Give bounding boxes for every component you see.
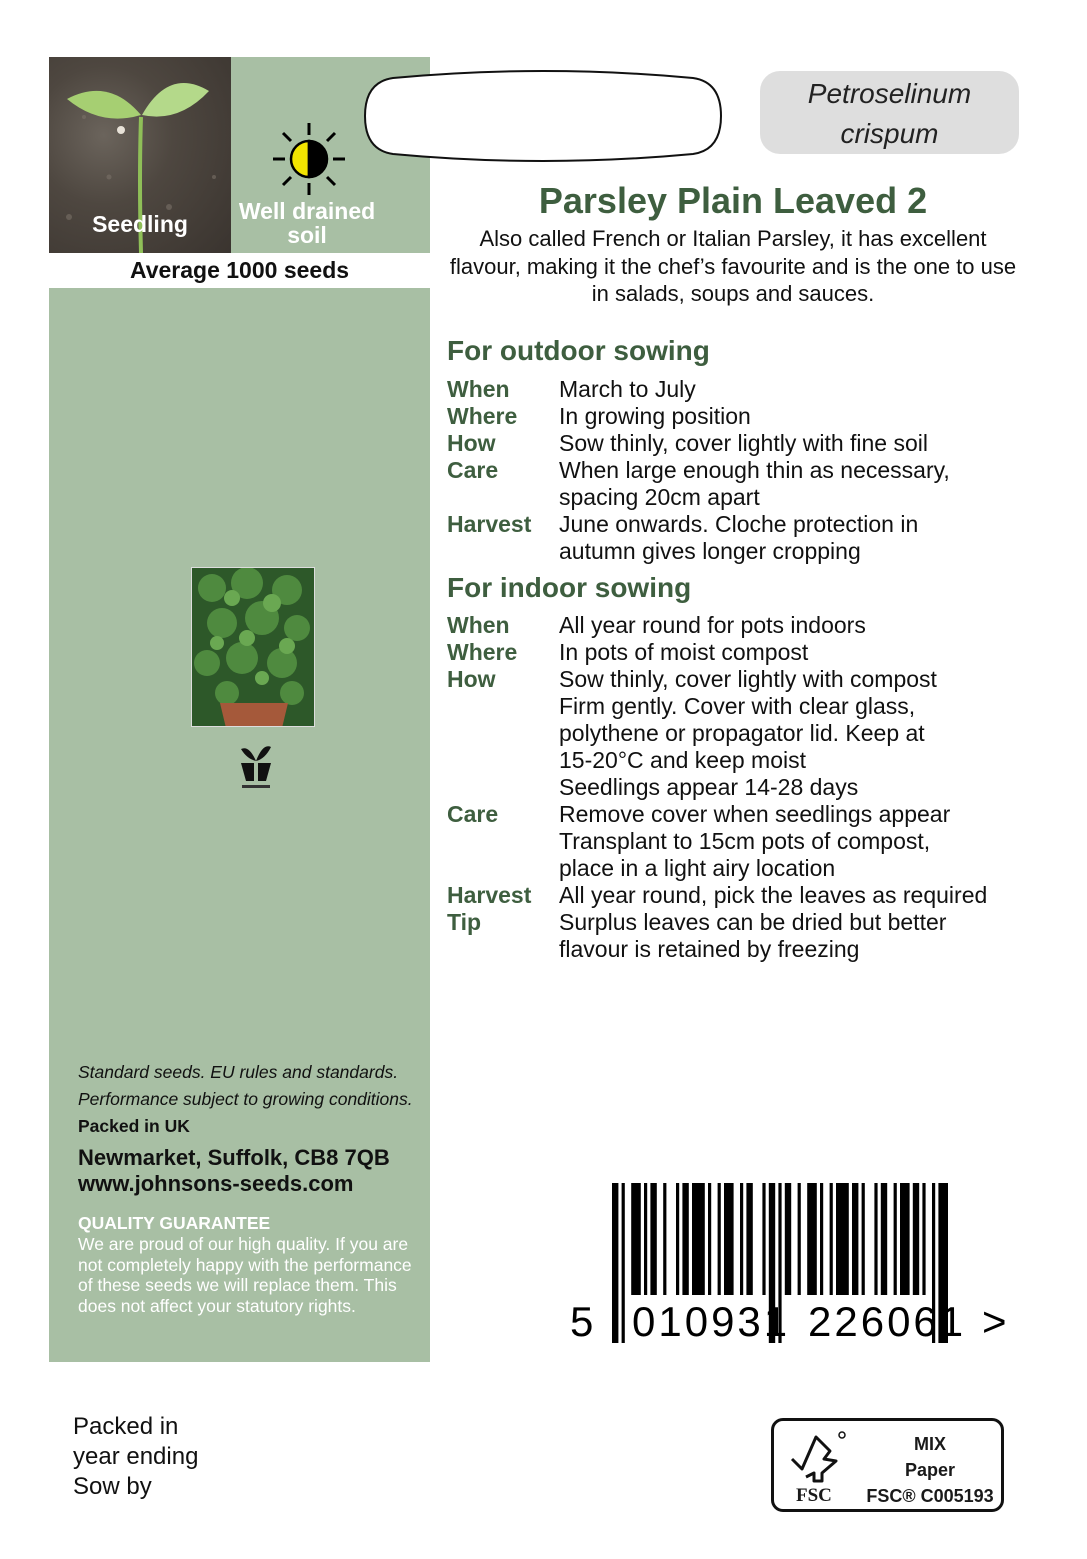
barcode-bar	[724, 1183, 734, 1295]
barcode-digits-right: 226061	[808, 1298, 967, 1345]
barcode-bar	[682, 1183, 688, 1295]
row-key: When	[447, 376, 510, 402]
barcode-bar	[881, 1183, 887, 1295]
address	[78, 1145, 390, 1197]
row-value: March to July	[559, 376, 696, 402]
barcode-digit-prefix: 5	[570, 1298, 594, 1345]
instruction-row	[447, 403, 1047, 430]
row-value: Surplus leaves can be dried but better flavour is retained by freezing	[559, 909, 947, 962]
product-description: Also called French or Italian Parsley, it has excellent flavour, making it the chef’s favourite and is the one to use in salads, soups and sauces.	[449, 226, 1017, 306]
row-value: Sow thinly, cover lightly with compost Firm gently. Cover with clear glass, polythene or propagator lid. Keep at 15-20°C and keep moist Seedlings appear 14-28 days	[559, 666, 937, 800]
blank-label-shape	[363, 70, 723, 162]
row-key: Where	[447, 403, 518, 429]
packed-info	[73, 1412, 198, 1502]
barcode-bar	[836, 1183, 849, 1295]
guarantee-title: QUALITY GUARANTEE	[78, 1213, 271, 1233]
legal-line-2: Performance subject to growing conditions.	[78, 1089, 413, 1109]
year-ending-label: year ending	[73, 1443, 199, 1470]
sow-by-label: Sow by	[73, 1473, 152, 1500]
instruction-row	[447, 612, 1047, 639]
outdoor-title: For outdoor sowing	[447, 335, 710, 366]
website: www.johnsons-seeds.com	[78, 1171, 354, 1196]
row-value: In growing position	[559, 403, 751, 429]
indoor-instructions	[447, 612, 1047, 963]
legal-notes	[78, 1059, 423, 1140]
fsc-paper: Paper	[904, 1460, 956, 1480]
row-key: When	[447, 612, 510, 638]
indoor-title: For indoor sowing	[447, 572, 692, 603]
barcode-bar	[676, 1183, 679, 1295]
barcode-bar	[900, 1183, 910, 1295]
row-key: Care	[447, 457, 499, 483]
instruction-row	[447, 666, 1047, 801]
barcode-bar	[708, 1183, 711, 1295]
seed-count: Average 1000 seeds	[49, 253, 430, 288]
barcode-bar	[650, 1183, 656, 1295]
latin-name-line-2: crispum	[840, 118, 939, 149]
fsc-mix: MIX	[913, 1434, 946, 1454]
row-value: In pots of moist compost	[559, 639, 809, 665]
row-key: Care	[447, 801, 499, 827]
barcode-bar	[913, 1183, 919, 1295]
seedling-label: Seedling	[92, 211, 188, 237]
instruction-row	[447, 376, 1047, 403]
instruction-row	[447, 639, 1047, 666]
fsc-logo-text: FSC	[796, 1485, 832, 1506]
address-line-1: Newmarket, Suffolk, CB8 7QB	[78, 1145, 390, 1170]
fsc-badge	[771, 1418, 1004, 1512]
barcode-bar	[852, 1183, 858, 1295]
row-key: Where	[447, 639, 518, 665]
instruction-row	[447, 801, 1047, 882]
packed-in-label: Packed in	[73, 1413, 179, 1440]
part-sun-icon	[271, 121, 347, 197]
barcode-bar	[644, 1183, 647, 1295]
packed-in-uk: Packed in UK	[78, 1116, 190, 1136]
barcode-bar	[740, 1183, 743, 1295]
barcode-digits-left: 010931	[632, 1298, 791, 1345]
instruction-row	[447, 457, 1047, 511]
barcode-bar	[922, 1183, 925, 1295]
instruction-row	[447, 882, 1047, 909]
fsc-details	[860, 1431, 1000, 1509]
soil-label: Well drained soil	[238, 198, 376, 248]
barcode-bar	[830, 1183, 833, 1295]
row-key: How	[447, 666, 496, 692]
row-key: Harvest	[447, 882, 532, 908]
barcode-bar	[874, 1183, 877, 1295]
outdoor-instructions	[447, 376, 1047, 565]
instruction-row	[447, 909, 1047, 963]
barcode-bar	[692, 1183, 705, 1295]
barcode-bar	[663, 1183, 666, 1295]
row-key: Tip	[447, 909, 482, 935]
parsley-photo	[191, 567, 315, 727]
johnsons-logo-icon	[239, 741, 273, 791]
quality-guarantee	[78, 1213, 428, 1317]
fsc-code: FSC® C005193	[866, 1486, 994, 1506]
latin-name	[760, 71, 1019, 154]
barcode-bar	[718, 1183, 721, 1295]
barcode-bar	[807, 1183, 817, 1295]
row-value: June onwards. Cloche protection in autumn gives longer cropping	[559, 511, 919, 564]
row-key: Harvest	[447, 511, 532, 537]
row-value: Remove cover when seedlings appear Transplant to 15cm pots of compost, place in a light airy location	[559, 801, 951, 881]
barcode-bar	[746, 1183, 752, 1295]
instruction-row	[447, 430, 1047, 457]
row-key: How	[447, 430, 496, 456]
barcode-bar	[798, 1183, 801, 1295]
barcode-bar	[631, 1183, 641, 1295]
product-title: Parsley Plain Leaved 2	[538, 180, 928, 221]
fsc-tree-icon	[786, 1429, 848, 1485]
guarantee-body: We are proud of our high quality. If you are not completely happy with the performance of these seeds we will replace them. This does not affect your statutory rights.	[78, 1233, 412, 1317]
barcode-bar	[820, 1183, 823, 1295]
barcode-arrow: >	[982, 1298, 1007, 1345]
row-value: All year round, pick the leaves as required	[559, 882, 988, 908]
latin-name-line-1: Petroselinum	[807, 78, 972, 109]
barcode-bar	[785, 1183, 791, 1295]
row-value: All year round for pots indoors	[559, 612, 866, 638]
instruction-row	[447, 511, 1047, 565]
barcode-bar	[894, 1183, 897, 1295]
barcode-bar	[762, 1183, 765, 1295]
left-panel	[49, 57, 430, 1362]
seedling-photo	[49, 57, 231, 253]
barcode-number	[570, 1298, 1015, 1348]
row-value: When large enough thin as necessary, spacing 20cm apart	[559, 457, 950, 510]
row-value: Sow thinly, cover lightly with fine soil	[559, 430, 928, 456]
legal-line-1: Standard seeds. EU rules and standards.	[78, 1062, 399, 1082]
barcode-bar	[862, 1183, 865, 1295]
